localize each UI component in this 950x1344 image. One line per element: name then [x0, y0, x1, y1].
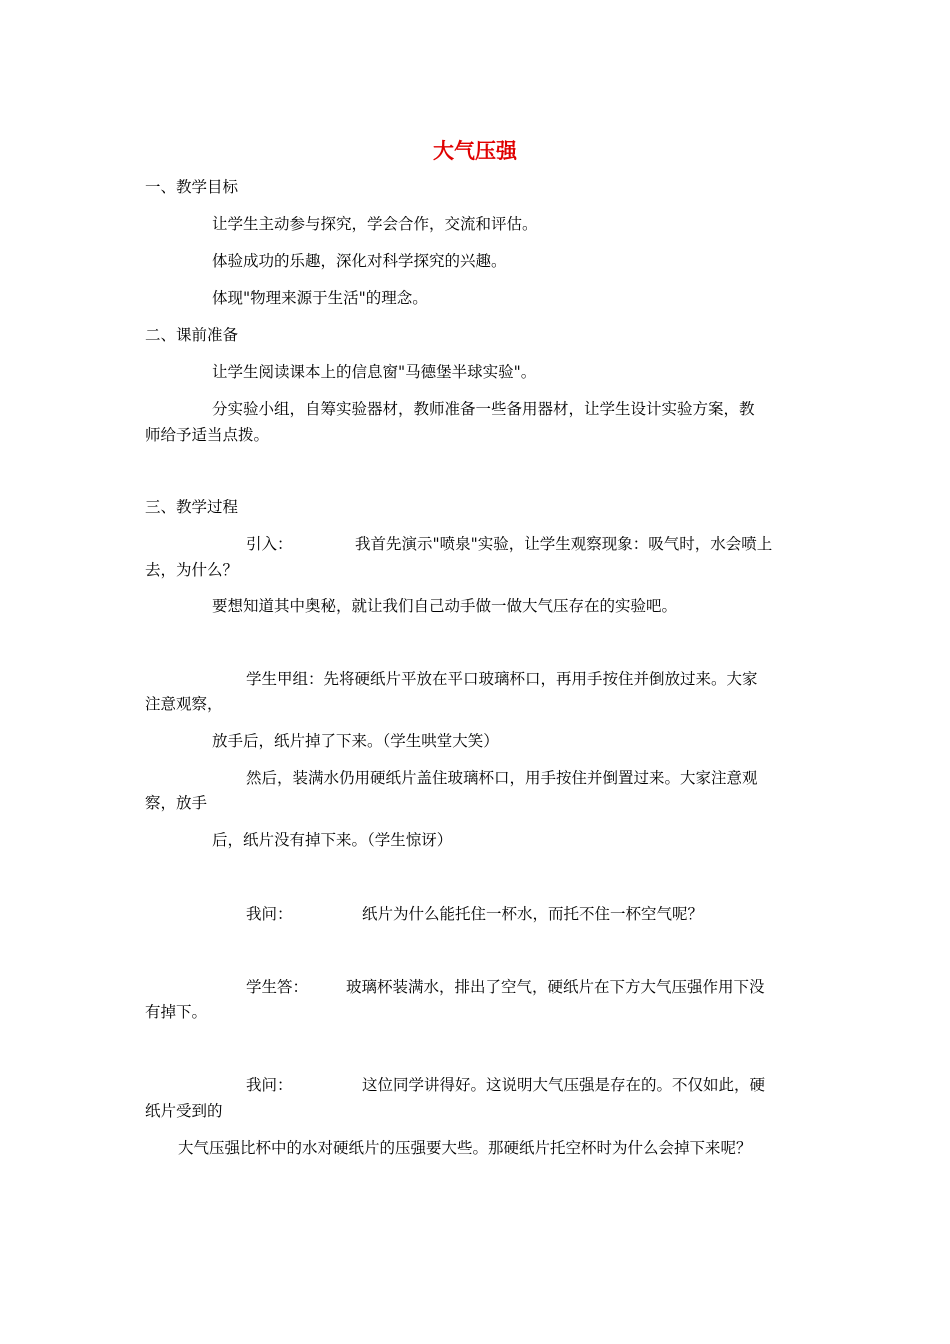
paragraph: 分实验小组，自筹实验器材，教师准备一些备用器材，让学生设计实验方案，教 — [212, 400, 755, 418]
paragraph: 纸片为什么能托住一杯水，而托不住一杯空气呢？ — [362, 905, 704, 923]
paragraph: 让学生主动参与探究，学会合作，交流和评估。 — [212, 215, 538, 233]
question-label: 我问： — [246, 905, 293, 923]
paragraph: 注意观察， — [145, 695, 223, 713]
paragraph: 大气压强比杯中的水对硬纸片的压强要大些。那硬纸片托空杯时为什么会掉下来呢？ — [178, 1139, 752, 1157]
paragraph: 去，为什么？ — [145, 561, 239, 579]
section-heading-objectives: 一、教学目标 — [145, 178, 239, 196]
paragraph: 体验成功的乐趣，深化对科学探究的兴趣。 — [212, 252, 507, 270]
section-heading-process: 三、教学过程 — [145, 498, 239, 516]
paragraph: 放手后，纸片掉了下来。（学生哄堂大笑） — [212, 732, 499, 750]
paragraph: 师给予适当点拨。 — [145, 426, 270, 444]
intro-label: 引入： — [246, 535, 293, 553]
paragraph: 体现"物理来源于生活"的理念。 — [212, 289, 428, 307]
paragraph: 这位同学讲得好。这说明大气压强是存在的。不仅如此，硬 — [362, 1076, 766, 1094]
document-title: 大气压强 — [433, 138, 517, 163]
paragraph: 有掉下。 — [145, 1003, 208, 1021]
paragraph: 我首先演示"喷泉"实验，让学生观察现象：吸气时，水会喷上 — [355, 535, 773, 553]
paragraph: 后，纸片没有掉下来。（学生惊讶） — [212, 831, 453, 849]
paragraph: 玻璃杯装满水，排出了空气，硬纸片在下方大气压强作用下没 — [346, 978, 765, 996]
answer-label: 学生答： — [246, 978, 309, 996]
paragraph: 要想知道其中奥秘，就让我们自己动手做一做大气压存在的实验吧。 — [212, 597, 678, 615]
paragraph: 然后，装满水仍用硬纸片盖住玻璃杯口，用手按住并倒置过来。大家注意观 — [246, 769, 758, 787]
paragraph: 学生甲组：先将硬纸片平放在平口玻璃杯口，再用手按住并倒放过来。大家 — [246, 670, 758, 688]
section-heading-preparation: 二、课前准备 — [145, 326, 239, 344]
question-label: 我问： — [246, 1076, 293, 1094]
paragraph: 察，放手 — [145, 794, 208, 812]
paragraph: 纸片受到的 — [145, 1102, 223, 1120]
paragraph: 让学生阅读课本上的信息窗"马德堡半球实验"。 — [212, 363, 537, 381]
